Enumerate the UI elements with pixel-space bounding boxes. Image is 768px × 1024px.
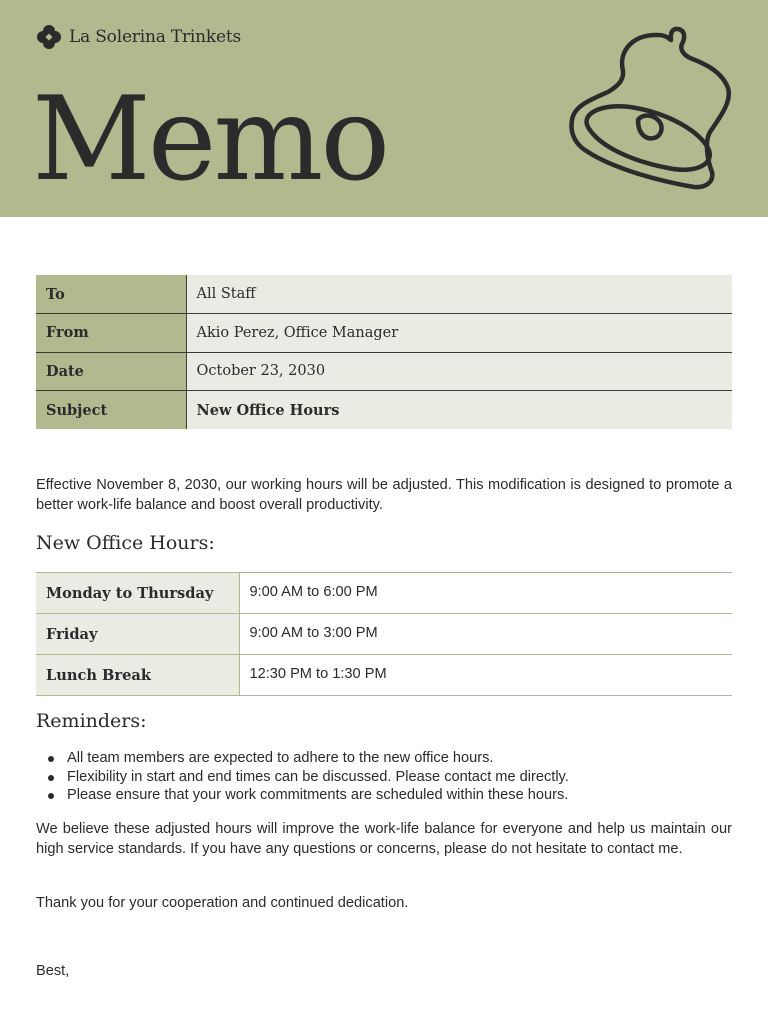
- reminders-heading: Reminders:: [36, 710, 147, 732]
- table-row: [36, 573, 732, 614]
- bell-icon: [560, 22, 740, 194]
- memo-value: All Staff: [186, 275, 732, 314]
- brand: [36, 24, 241, 50]
- thanks-paragraph: Thank you for your cooperation and continued dedication.: [36, 895, 409, 911]
- intro-paragraph: Effective November 8, 2030, our working hours will be adjusted. This modification is designed to promote a better work-life balance and boost overall productivity.: [36, 477, 732, 513]
- memo-row-date: [36, 352, 732, 391]
- list-item: Flexibility in start and end times can be discussed. Please contact me directly.: [36, 768, 732, 787]
- hours-heading: New Office Hours:: [36, 532, 215, 554]
- memo-details-table: [36, 275, 732, 429]
- page-title: Memo: [32, 72, 388, 207]
- table-row: [36, 655, 732, 696]
- hours-time: 9:00 AM to 3:00 PM: [239, 614, 732, 655]
- memo-row-to: [36, 275, 732, 314]
- hours-day: Friday: [36, 614, 239, 655]
- list-item: Please ensure that your work commitments are scheduled within these hours.: [36, 786, 732, 805]
- brand-name: La Solerina Trinkets: [69, 27, 242, 47]
- hours-time: 9:00 AM to 6:00 PM: [239, 573, 732, 614]
- table-row: [36, 614, 732, 655]
- closing-paragraph: We believe these adjusted hours will improve the work-life balance for everyone and help us maintain our high service standards. If you have any questions or concerns, please do not hesitate to contact me.: [36, 821, 732, 857]
- memo-label: To: [36, 275, 186, 314]
- list-item: All team members are expected to adhere to the new office hours.: [36, 749, 732, 768]
- hours-time: 12:30 PM to 1:30 PM: [239, 655, 732, 696]
- hours-day: Monday to Thursday: [36, 573, 239, 614]
- memo-value: October 23, 2030: [186, 352, 732, 391]
- memo-value: New Office Hours: [186, 391, 732, 430]
- memo-label: From: [36, 314, 186, 353]
- memo-row-from: [36, 314, 732, 353]
- memo-row-subject: [36, 391, 732, 430]
- header-banner: [0, 0, 768, 217]
- memo-value: Akio Perez, Office Manager: [186, 314, 732, 353]
- flower-logo-icon: [36, 24, 62, 50]
- memo-label: Subject: [36, 391, 186, 430]
- sign-off: Best,: [36, 963, 70, 979]
- reminders-list: [36, 749, 732, 805]
- office-hours-table: [36, 572, 732, 696]
- memo-label: Date: [36, 352, 186, 391]
- hours-day: Lunch Break: [36, 655, 239, 696]
